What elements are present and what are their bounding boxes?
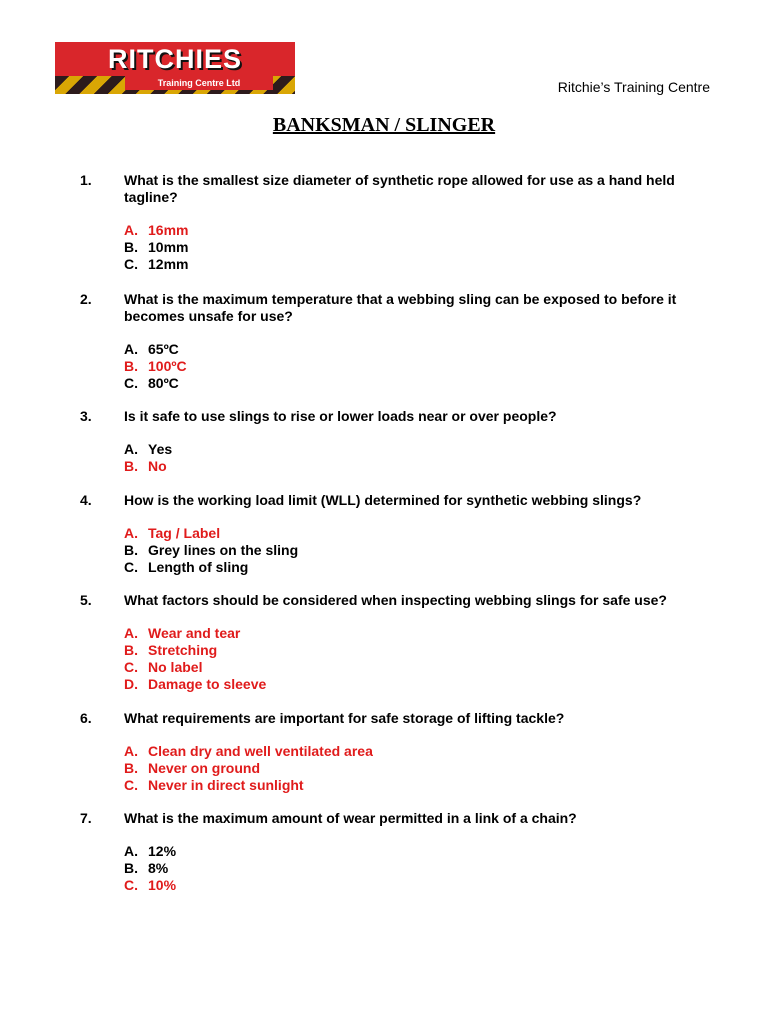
- answer-letter: A.: [124, 743, 138, 759]
- answer-letter: C.: [124, 659, 138, 675]
- answer-list: [124, 222, 768, 273]
- answer-letter: A.: [124, 525, 138, 541]
- answer-letter: B.: [124, 458, 138, 474]
- answer-option: [124, 559, 768, 576]
- answer-option-correct: [124, 625, 768, 642]
- question-item: [0, 408, 768, 475]
- answer-text: 12%: [148, 843, 177, 859]
- answer-text: Clean dry and well ventilated area: [148, 743, 373, 759]
- answer-option-correct: [124, 676, 768, 693]
- answer-text: 8%: [148, 860, 169, 876]
- question-number: 7.: [80, 810, 92, 826]
- answer-letter: C.: [124, 777, 138, 793]
- logo-subtitle: Training Centre Ltd: [125, 76, 273, 90]
- header-org-name: Ritchie’s Training Centre: [557, 79, 710, 95]
- answer-text: Tag / Label: [148, 525, 221, 541]
- answer-text: 65ºC: [148, 341, 179, 357]
- answer-text: 10mm: [148, 239, 189, 255]
- question-number: 6.: [80, 710, 92, 726]
- answer-option: [124, 860, 768, 877]
- answer-option: [124, 256, 768, 273]
- answer-letter: B.: [124, 542, 138, 558]
- answer-list: [124, 743, 768, 794]
- company-logo: [55, 42, 295, 94]
- answer-list: [124, 625, 768, 693]
- answer-option: [124, 843, 768, 860]
- answer-text: 100ºC: [148, 358, 187, 374]
- question-text: What is the maximum temperature that a webbing sling can be exposed to before it becomes unsafe for use?: [124, 291, 677, 324]
- answer-option-correct: [124, 642, 768, 659]
- answer-option-correct: [124, 222, 768, 239]
- question-number: 1.: [80, 172, 92, 188]
- answer-option-correct: [124, 877, 768, 894]
- answer-text: Length of sling: [148, 559, 249, 575]
- question-text: What is the smallest size diameter of synthetic rope allowed for use as a hand held tagline?: [124, 172, 675, 205]
- answer-option: [124, 375, 768, 392]
- answer-text: 12mm: [148, 256, 189, 272]
- answer-list: [124, 341, 768, 392]
- answer-letter: B.: [124, 760, 138, 776]
- answer-letter: A.: [124, 843, 138, 859]
- answer-text: Grey lines on the sling: [148, 542, 299, 558]
- question-item: [0, 810, 768, 894]
- question-list: [0, 172, 768, 894]
- question-item: [0, 492, 768, 576]
- answer-list: [124, 843, 768, 894]
- question-number: 2.: [80, 291, 92, 307]
- answer-option-correct: [124, 659, 768, 676]
- answer-option-correct: [124, 358, 768, 375]
- answer-list: [124, 441, 768, 475]
- answer-option-correct: [124, 743, 768, 760]
- question-number: 5.: [80, 592, 92, 608]
- answer-letter: C.: [124, 559, 138, 575]
- answer-letter: B.: [124, 358, 138, 374]
- answer-option-correct: [124, 760, 768, 777]
- question-text: What requirements are important for safe storage of lifting tackle?: [124, 710, 565, 726]
- answer-letter: C.: [124, 375, 138, 391]
- answer-letter: A.: [124, 222, 138, 238]
- answer-letter: D.: [124, 676, 138, 692]
- question-item: [0, 592, 768, 693]
- answer-text: 80ºC: [148, 375, 179, 391]
- answer-option-correct: [124, 777, 768, 794]
- question-text: How is the working load limit (WLL) determined for synthetic webbing slings?: [124, 492, 642, 508]
- answer-letter: A.: [124, 341, 138, 357]
- answer-option: [124, 542, 768, 559]
- answer-letter: B.: [124, 860, 138, 876]
- answer-list: [124, 525, 768, 576]
- question-number: 3.: [80, 408, 92, 424]
- answer-option-correct: [124, 458, 768, 475]
- answer-text: Damage to sleeve: [148, 676, 267, 692]
- answer-option-correct: [124, 525, 768, 542]
- answer-text: No label: [148, 659, 203, 675]
- answer-letter: B.: [124, 239, 138, 255]
- document-title: BANKSMAN / SLINGER: [272, 114, 496, 136]
- question-text: What is the maximum amount of wear permitted in a link of a chain?: [124, 810, 577, 826]
- answer-text: 16mm: [148, 222, 189, 238]
- question-text: What factors should be considered when inspecting webbing slings for safe use?: [124, 592, 667, 608]
- answer-letter: C.: [124, 256, 138, 272]
- answer-letter: C.: [124, 877, 138, 893]
- answer-text: Never in direct sunlight: [148, 777, 304, 793]
- answer-option: [124, 239, 768, 256]
- answer-text: Stretching: [148, 642, 218, 658]
- logo-name: RITCHIES: [107, 44, 242, 74]
- answer-letter: A.: [124, 441, 138, 457]
- question-item: [0, 172, 768, 273]
- answer-letter: A.: [124, 625, 138, 641]
- answer-text: Wear and tear: [148, 625, 241, 641]
- question-text: Is it safe to use slings to rise or lower loads near or over people?: [124, 408, 557, 424]
- answer-option: [124, 441, 768, 458]
- answer-letter: B.: [124, 642, 138, 658]
- answer-option: [124, 341, 768, 358]
- answer-text: 10%: [148, 877, 177, 893]
- question-item: [0, 291, 768, 392]
- question-item: [0, 710, 768, 794]
- answer-text: Yes: [148, 441, 173, 457]
- answer-text: No: [148, 458, 167, 474]
- answer-text: Never on ground: [148, 760, 261, 776]
- question-number: 4.: [80, 492, 92, 508]
